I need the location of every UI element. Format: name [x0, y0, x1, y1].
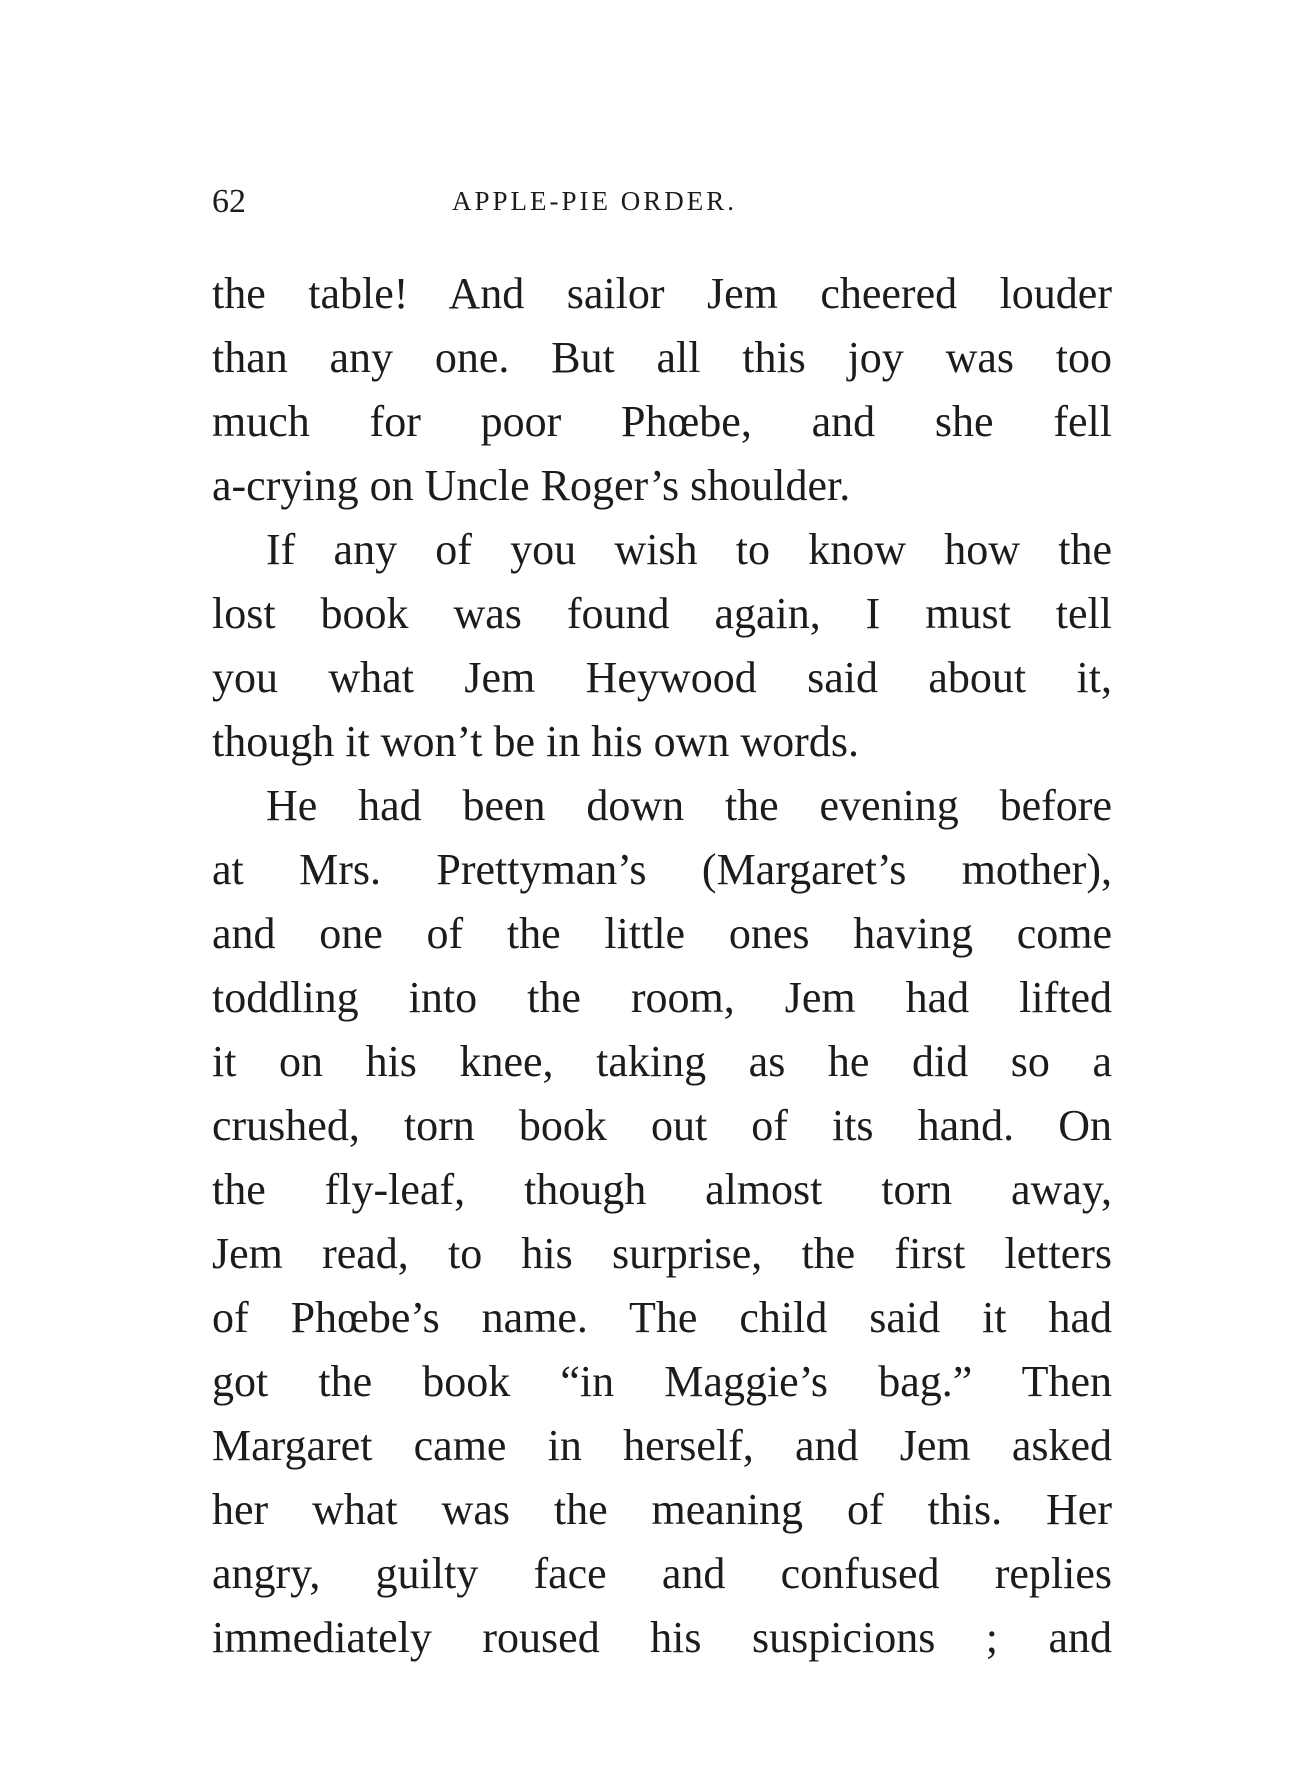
- text-line: He had been down the evening before: [266, 781, 1112, 830]
- text-line: got the book “in Maggie’s bag.” Then: [212, 1357, 1112, 1406]
- text-line: you what Jem Heywood said about it,: [212, 653, 1112, 702]
- running-head: [212, 183, 1112, 223]
- text-line: though it won’t be in his own words.: [212, 717, 859, 766]
- text-line: it on his knee, taking as he did so a: [212, 1037, 1112, 1086]
- text-line: the fly-leaf, though almost torn away,: [212, 1165, 1112, 1214]
- text-line: toddling into the room, Jem had lifted: [212, 973, 1112, 1022]
- page-number: 62: [212, 183, 246, 220]
- body-text: [212, 262, 1112, 1670]
- running-title: APPLE-PIE ORDER.: [452, 186, 738, 216]
- paragraph-3: [212, 774, 1112, 1670]
- paragraph-2: [212, 518, 1112, 774]
- text-line: lost book was found again, I must tell: [212, 589, 1112, 638]
- text-line: her what was the meaning of this. Her: [212, 1485, 1112, 1534]
- text-line: a-crying on Uncle Roger’s shoulder.: [212, 461, 851, 510]
- text-line: angry, guilty face and confused replies: [212, 1549, 1112, 1598]
- text-line: Jem read, to his surprise, the first letters: [212, 1229, 1112, 1278]
- text-line: Margaret came in herself, and Jem asked: [212, 1421, 1112, 1470]
- text-line: much for poor Phœbe, and she fell: [212, 397, 1112, 446]
- text-line: crushed, torn book out of its hand. On: [212, 1101, 1112, 1150]
- text-line: of Phœbe’s name. The child said it had: [212, 1293, 1112, 1342]
- text-line: and one of the little ones having come: [212, 909, 1112, 958]
- text-line: than any one. But all this joy was too: [212, 333, 1112, 382]
- text-line: If any of you wish to know how the: [266, 525, 1112, 574]
- text-line: immediately roused his suspicions ; and: [212, 1613, 1112, 1662]
- paragraph-1: [212, 262, 1112, 518]
- text-line: the table! And sailor Jem cheered louder: [212, 269, 1112, 318]
- text-line: at Mrs. Prettyman’s (Margaret’s mother),: [212, 845, 1112, 894]
